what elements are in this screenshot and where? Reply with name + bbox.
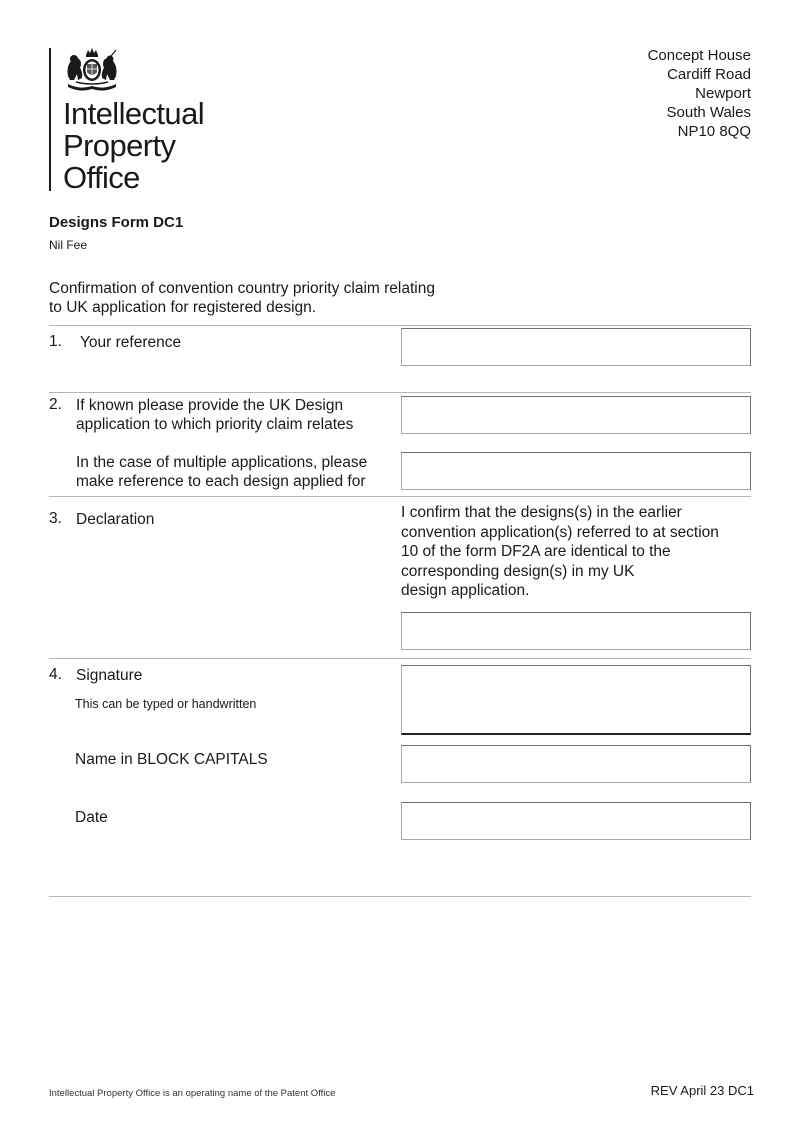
reference-label: Your reference [80, 334, 182, 351]
declaration-line: I confirm that the designs(s) in the earlier [401, 504, 682, 521]
signature-hint: This can be typed or handwritten [75, 697, 257, 711]
section-divider [49, 658, 751, 659]
logo-line: Office [63, 160, 140, 195]
address-line: South Wales [666, 104, 751, 121]
form-intro [49, 279, 479, 317]
section-number: 2. [49, 396, 62, 413]
address-line: Concept House [647, 47, 751, 64]
fee-note: Nil Fee [49, 238, 88, 252]
section-number: 4. [49, 666, 62, 683]
declaration-line: corresponding design(s) in my UK [401, 562, 635, 580]
section-divider [49, 896, 751, 897]
address-line: Newport [695, 85, 751, 102]
section-divider [49, 325, 751, 326]
label-line: application to which priority claim relates [76, 416, 354, 433]
label-line: In the case of multiple applications, please [76, 454, 368, 471]
section-divider [49, 496, 751, 497]
postal-address [648, 46, 751, 141]
declaration-label: Declaration [76, 511, 155, 528]
footer-legal-note: Intellectual Property Office is an operating name of the Patent Office [49, 1088, 336, 1099]
date-input[interactable] [401, 802, 751, 840]
address-line: NP10 8QQ [677, 123, 751, 140]
uk-design-application-input[interactable] [401, 396, 751, 434]
name-label: Name in BLOCK CAPITALS [75, 751, 268, 768]
logo-line: Property [63, 128, 176, 163]
royal-coat-of-arms-icon [62, 46, 122, 94]
footer-revision: REV April 23 DC1 [650, 1083, 754, 1098]
declaration-line: 10 of the form DF2A are identical to the [401, 543, 671, 560]
reference-input[interactable] [401, 328, 751, 366]
name-input[interactable] [401, 745, 751, 783]
logo-line: Intellectual [63, 96, 205, 131]
declaration-line: convention application(s) referred to at section [401, 523, 719, 541]
declaration-text [401, 503, 746, 601]
logo-divider-bar [49, 48, 51, 191]
section-divider [49, 392, 751, 393]
signature-label: Signature [76, 667, 143, 684]
intro-line: Confirmation of convention country priority claim relating [49, 280, 435, 297]
label-line: If known please provide the UK Design [76, 397, 344, 414]
declaration-line: design application. [401, 582, 530, 599]
multiple-applications-label [76, 453, 396, 491]
uk-design-application-label [76, 396, 396, 434]
intro-line: to UK application for registered design. [49, 299, 317, 316]
label-line: make reference to each design applied for [76, 473, 366, 490]
signature-input[interactable] [401, 665, 751, 735]
section-number: 3. [49, 510, 62, 527]
form-title: Designs Form DC1 [49, 214, 184, 231]
date-label: Date [75, 809, 108, 826]
organisation-logo-wordmark [63, 98, 204, 194]
section-number: 1. [49, 333, 62, 350]
multiple-applications-input[interactable] [401, 452, 751, 490]
address-line: Cardiff Road [667, 66, 751, 83]
declaration-input[interactable] [401, 612, 751, 650]
